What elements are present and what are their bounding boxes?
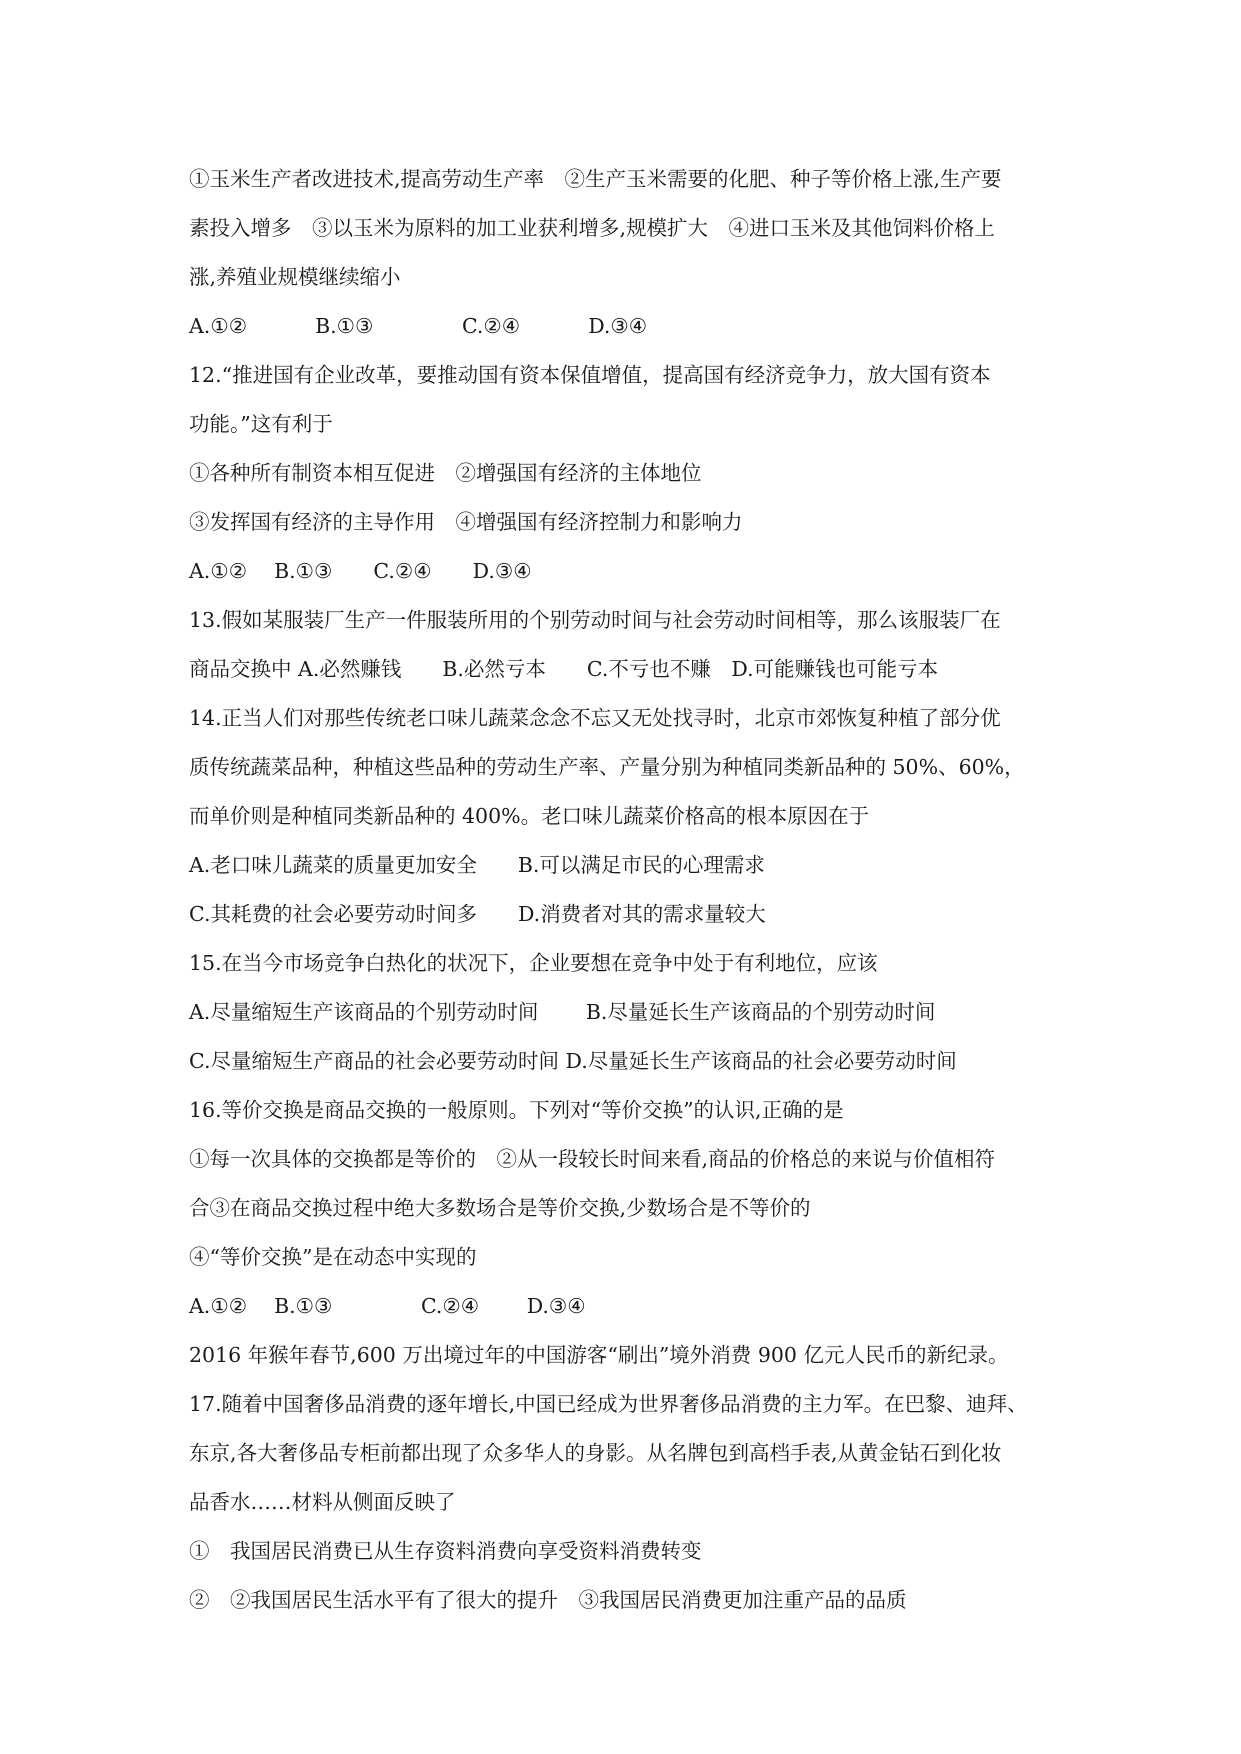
text-line: ③发挥国有经济的主导作用 ④增强国有经济控制力和影响力 bbox=[189, 510, 743, 534]
text-line: ①各种所有制资本相互促进 ②增强国有经济的主体地位 bbox=[189, 461, 702, 485]
text-line: 商品交换中 A.必然赚钱 B.必然亏本 C.不亏也不赚 D.可能赚钱也可能亏本 bbox=[189, 657, 939, 681]
answer-options: A.尽量缩短生产该商品的个别劳动时间 B.尽量延长生产该商品的个别劳动时间 bbox=[189, 1000, 936, 1024]
question-13: 13.假如某服装厂生产一件服装所用的个别劳动时间与社会劳动时间相等，那么该服装厂在 bbox=[189, 608, 1001, 632]
answer-options: C.其耗费的社会必要劳动时间多 D.消费者对其的需求量较大 bbox=[189, 902, 766, 926]
question-16: 16.等价交换是商品交换的一般原则。下列对“等价交换”的认识,正确的是 bbox=[189, 1098, 844, 1122]
text-line: 品香水……材料从侧面反映了 bbox=[189, 1490, 456, 1514]
answer-options: A.①② B.①③ C.②④ D.③④ bbox=[189, 559, 532, 583]
text-line: 东京,各大奢侈品专柜前都出现了众多华人的身影。从名牌包到高档手表,从黄金钻石到化妆 bbox=[189, 1441, 1002, 1465]
answer-options: A.①② B.①③ C.②④ D.③④ bbox=[189, 314, 648, 338]
text-line: ①玉米生产者改进技术,提高劳动生产率 ②生产玉米需要的化肥、种子等价格上涨,生产要 bbox=[189, 167, 1002, 191]
text-line: 涨,养殖业规模继续缩小 bbox=[189, 265, 401, 289]
text-line: 质传统蔬菜品种，种植这些品种的劳动生产率、产量分别为种植同类新品种的 50%、60%， bbox=[189, 755, 1025, 779]
answer-options: A.①② B.①③ C.②④ D.③④ bbox=[189, 1294, 586, 1318]
text-line: 素投入增多 ③以玉米为原料的加工业获利增多,规模扩大 ④进口玉米及其他饲料价格上 bbox=[189, 216, 996, 240]
text-line: ① 我国居民消费已从生存资料消费向享受资料消费转变 bbox=[189, 1539, 702, 1563]
answer-options: C.尽量缩短生产商品的社会必要劳动时间 D.尽量延长生产该商品的社会必要劳动时间 bbox=[189, 1049, 957, 1073]
answer-options: A.老口味儿蔬菜的质量更加安全 B.可以满足市民的心理需求 bbox=[189, 853, 765, 877]
text-line: ② ②我国居民生活水平有了很大的提升 ③我国居民消费更加注重产品的品质 bbox=[189, 1588, 907, 1612]
text-line: 而单价则是种植同类新品种的 400%。老口味儿蔬菜价格高的根本原因在于 bbox=[189, 804, 870, 828]
question-14: 14.正当人们对那些传统老口味儿蔬菜念念不忘又无处找寻时，北京市郊恢复种植了部分优 bbox=[189, 706, 1001, 730]
text-line: ④“等价交换”是在动态中实现的 bbox=[189, 1245, 477, 1269]
question-17: 17.随着中国奢侈品消费的逐年增长,中国已经成为世界奢侈品消费的主力军。在巴黎、迪拜、 bbox=[189, 1392, 1028, 1416]
document-body bbox=[189, 155, 1069, 1625]
text-line: 功能。”这有利于 bbox=[189, 412, 333, 436]
material-text: 2016 年猴年春节,600 万出境过年的中国游客“刷出”境外消费 900 亿元人民币的新纪录。 bbox=[189, 1343, 1009, 1367]
text-line: ①每一次具体的交换都是等价的 ②从一段较长时间来看,商品的价格总的来说与价值相符 bbox=[189, 1147, 996, 1171]
question-15: 15.在当今市场竞争白热化的状况下，企业要想在竞争中处于有利地位，应该 bbox=[189, 951, 878, 975]
text-line: 合③在商品交换过程中绝大多数场合是等价交换,少数场合是不等价的 bbox=[189, 1196, 811, 1220]
question-12: 12.“推进国有企业改革，要推动国有资本保值增值，提高国有经济竞争力，放大国有资本 bbox=[189, 363, 991, 387]
